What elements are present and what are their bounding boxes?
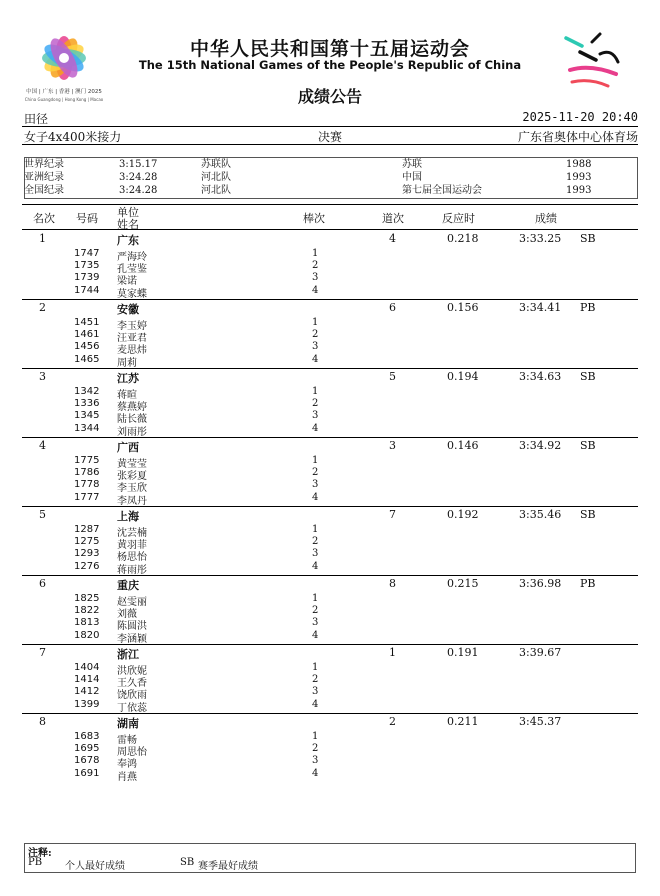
note-pb-code: PB [28, 857, 43, 868]
athlete-name: 周莉 [117, 357, 137, 369]
team-rank: 8 [39, 715, 46, 728]
athlete-leg: 1 [312, 662, 319, 673]
athlete-bib: 1786 [74, 467, 100, 479]
athlete-bib: 1414 [74, 674, 100, 686]
team-name: 广西 [117, 441, 139, 454]
col-reaction-header: 反应时 [442, 212, 475, 225]
athlete-bib: 1825 [74, 593, 100, 604]
athlete-bib: 1276 [74, 560, 100, 572]
team-time: 3:45.37 [519, 715, 562, 728]
record-holder: 苏联队 [201, 159, 231, 170]
athlete-leg: 3 [312, 272, 319, 284]
record-label: 全国纪录 [24, 185, 64, 196]
athlete-name: 莫家蝶 [117, 288, 147, 300]
record-place: 苏联 [402, 159, 422, 170]
athlete-name: 肖燕 [117, 771, 137, 783]
team-mark: PB [580, 577, 596, 590]
athlete-bib: 1777 [74, 491, 100, 503]
team-time: 3:34.92 [519, 439, 562, 452]
athlete-leg: 2 [312, 260, 319, 272]
athlete-leg: 4 [312, 422, 319, 434]
athlete-name: 杨思怡 [117, 552, 147, 564]
athlete-name: 梁诺 [117, 276, 137, 288]
athlete-bib: 1336 [74, 398, 100, 410]
athlete-leg: 2 [312, 743, 319, 755]
athlete-leg: 4 [312, 698, 319, 710]
note-pb-desc: 个人最好成绩 [65, 861, 125, 872]
record-time: 3:15.17 [119, 159, 158, 170]
athlete-name: 孔莹鉴 [117, 264, 147, 276]
athlete-leg: 2 [312, 398, 319, 410]
athlete-name: 汪亚君 [117, 333, 147, 345]
team-time: 3:33.25 [519, 232, 562, 245]
athlete-bib: 1683 [74, 731, 100, 742]
athlete-bib: 1344 [74, 422, 100, 434]
col-result-header: 成绩 [535, 212, 557, 225]
athlete-bib: 1461 [74, 329, 100, 341]
athlete-leg: 1 [312, 731, 319, 742]
athlete-bib: 1822 [74, 605, 100, 617]
team-mark: PB [580, 301, 596, 314]
team-reaction: 0.215 [447, 577, 479, 590]
record-time: 3:24.28 [119, 172, 158, 183]
athlete-bib: 1456 [74, 341, 100, 353]
team-rank: 1 [39, 232, 46, 245]
athlete-name: 赵雯丽 [117, 597, 147, 608]
team-lane: 7 [389, 508, 396, 521]
svg-text:中国 | 广东 | 香港 | 澳门 2025: 中国 | 广东 | 香港 | 澳门 2025 [26, 89, 102, 95]
athlete-bib: 1287 [74, 524, 100, 535]
record-label: 亚洲纪录 [24, 172, 64, 183]
athlete-name: 李涵颖 [117, 633, 147, 645]
athlete-bib: 1404 [74, 662, 100, 673]
team-reaction: 0.146 [447, 439, 479, 452]
record-year: 1988 [566, 159, 592, 170]
record-year: 1993 [566, 172, 592, 183]
record-label: 世界纪录 [24, 159, 64, 170]
team-mark: SB [580, 370, 596, 383]
team-name: 重庆 [117, 579, 139, 592]
athlete-bib: 1345 [74, 410, 100, 422]
athlete-bib: 1778 [74, 479, 100, 491]
record-year: 1993 [566, 185, 592, 196]
note-sb-desc: 赛季最好成绩 [198, 861, 258, 872]
team-rank: 2 [39, 301, 46, 314]
note-sb-code: SB [180, 857, 195, 868]
athlete-leg: 1 [312, 455, 319, 466]
athlete-name: 陈圆洪 [117, 621, 147, 633]
athlete-leg: 1 [312, 524, 319, 535]
team-time: 3:34.63 [519, 370, 562, 383]
team-time: 3:35.46 [519, 508, 562, 521]
col-rank-header: 名次 [33, 212, 55, 225]
team-separator [22, 644, 638, 645]
team-lane: 4 [389, 232, 396, 245]
athlete-leg: 1 [312, 386, 319, 397]
team-lane: 3 [389, 439, 396, 452]
games-title-cn: 中华人民共和国第十五届运动会 [189, 38, 470, 60]
athlete-leg: 3 [312, 755, 319, 767]
datetime: 2025-11-20 20:40 [522, 110, 638, 124]
athlete-leg: 2 [312, 467, 319, 479]
athlete-name: 奉鸿 [117, 759, 137, 771]
team-separator [22, 437, 638, 438]
record-place: 中国 [402, 172, 422, 183]
athlete-leg: 3 [312, 341, 319, 353]
team-rank: 7 [39, 646, 46, 659]
athlete-name: 黄羽菲 [117, 540, 147, 552]
athlete-bib: 1293 [74, 548, 100, 560]
athlete-leg: 4 [312, 491, 319, 503]
record-place: 第七届全国运动会 [402, 185, 482, 196]
athlete-name: 严海玲 [117, 252, 147, 263]
athlete-name: 张彩夏 [117, 471, 147, 483]
athlete-bib: 1399 [74, 698, 100, 710]
col-bib-header: 号码 [76, 212, 98, 225]
athlete-leg: 4 [312, 284, 319, 296]
athlete-leg: 1 [312, 248, 319, 259]
athlete-name: 丁依蕊 [117, 702, 147, 714]
team-reaction: 0.218 [447, 232, 479, 245]
athlete-name: 蒋雨彤 [117, 564, 147, 576]
athlete-leg: 2 [312, 605, 319, 617]
athlete-bib: 1465 [74, 353, 100, 365]
athlete-leg: 3 [312, 617, 319, 629]
team-separator [22, 299, 638, 300]
athlete-bib: 1820 [74, 629, 100, 641]
page-title: 成绩公告 [297, 87, 362, 106]
team-name: 湖南 [117, 717, 139, 730]
team-separator [22, 368, 638, 369]
athlete-leg: 1 [312, 317, 319, 328]
athlete-bib: 1744 [74, 284, 100, 296]
athlete-leg: 2 [312, 329, 319, 341]
team-reaction: 0.191 [447, 646, 479, 659]
team-reaction: 0.194 [447, 370, 479, 383]
athlete-bib: 1747 [74, 248, 100, 259]
svg-text:China Guangdong | Hong Kong |: China Guangdong | Hong Kong | Macao [24, 97, 104, 102]
athlete-name: 雷畅 [117, 735, 137, 746]
team-lane: 8 [389, 577, 396, 590]
notes-title: 注释: [28, 848, 52, 859]
athlete-name: 黄莹莹 [117, 459, 147, 470]
athlete-bib: 1739 [74, 272, 100, 284]
team-separator [22, 506, 638, 507]
athlete-name: 李玉欣 [117, 483, 147, 495]
team-time: 3:39.67 [519, 646, 562, 659]
sport-label: 田径 [24, 112, 49, 126]
athlete-leg: 2 [312, 536, 319, 548]
athlete-leg: 3 [312, 479, 319, 491]
athlete-name: 蒋暄 [117, 390, 137, 401]
athlete-name: 陆长薇 [117, 414, 147, 426]
athlete-leg: 3 [312, 548, 319, 560]
athlete-bib: 1412 [74, 686, 100, 698]
athlete-name: 洪欣妮 [117, 666, 147, 677]
athlete-name: 沈芸楠 [117, 528, 147, 539]
record-holder: 河北队 [201, 185, 231, 196]
athlete-name: 李玉婷 [117, 321, 147, 332]
team-name: 江苏 [117, 372, 139, 385]
team-rank: 3 [39, 370, 46, 383]
team-rank: 4 [39, 439, 46, 452]
team-mark: SB [580, 232, 596, 245]
athlete-leg: 2 [312, 674, 319, 686]
team-lane: 2 [389, 715, 396, 728]
athlete-leg: 4 [312, 560, 319, 572]
athlete-name: 周思怡 [117, 747, 147, 759]
team-reaction: 0.192 [447, 508, 479, 521]
col-leg-header: 棒次 [303, 212, 325, 225]
athlete-leg: 3 [312, 410, 319, 422]
event-name: 女子4x400米接力 [24, 130, 122, 144]
col-name-header: 姓名 [117, 218, 139, 231]
athlete-bib: 1813 [74, 617, 100, 629]
team-rank: 6 [39, 577, 46, 590]
team-reaction: 0.211 [447, 715, 479, 728]
team-mark: SB [580, 508, 596, 521]
athlete-leg: 1 [312, 593, 319, 604]
athlete-leg: 4 [312, 629, 319, 641]
team-lane: 5 [389, 370, 396, 383]
col-unit-header: 单位 [117, 206, 139, 219]
athlete-name: 李凤丹 [117, 495, 147, 507]
team-lane: 1 [389, 646, 396, 659]
athlete-leg: 4 [312, 353, 319, 365]
athlete-leg: 4 [312, 767, 319, 779]
athlete-bib: 1775 [74, 455, 100, 466]
athlete-name: 饶欣雨 [117, 690, 147, 702]
venue: 广东省奥体中心体育场 [517, 130, 638, 144]
athlete-name: 王久香 [117, 678, 147, 690]
team-name: 上海 [117, 510, 139, 523]
athlete-bib: 1678 [74, 755, 100, 767]
athlete-name: 刘雨彤 [117, 426, 147, 438]
team-lane: 6 [389, 301, 396, 314]
athlete-bib: 1275 [74, 536, 100, 548]
athlete-bib: 1691 [74, 767, 100, 779]
athlete-leg: 3 [312, 686, 319, 698]
team-separator [22, 575, 638, 576]
athlete-bib: 1735 [74, 260, 100, 272]
games-title-en: The 15th National Games of the People's Republic of China [138, 58, 522, 72]
athlete-name: 刘薇 [117, 609, 137, 621]
athlete-bib: 1451 [74, 317, 100, 328]
team-mark: SB [580, 439, 596, 452]
athlete-name: 蔡燕婷 [117, 402, 147, 414]
athlete-name: 麦思炜 [117, 345, 147, 357]
team-time: 3:34.41 [519, 301, 562, 314]
team-time: 3:36.98 [519, 577, 562, 590]
team-name: 安徽 [117, 303, 139, 316]
athlete-bib: 1342 [74, 386, 100, 397]
record-time: 3:24.28 [119, 185, 158, 196]
team-name: 广东 [117, 234, 139, 247]
team-reaction: 0.156 [447, 301, 479, 314]
team-name: 浙江 [117, 648, 139, 661]
col-lane-header: 道次 [382, 212, 404, 225]
record-holder: 河北队 [201, 172, 231, 183]
athlete-bib: 1695 [74, 743, 100, 755]
team-separator [22, 713, 638, 714]
team-rank: 5 [39, 508, 46, 521]
round-label: 决赛 [318, 130, 343, 144]
